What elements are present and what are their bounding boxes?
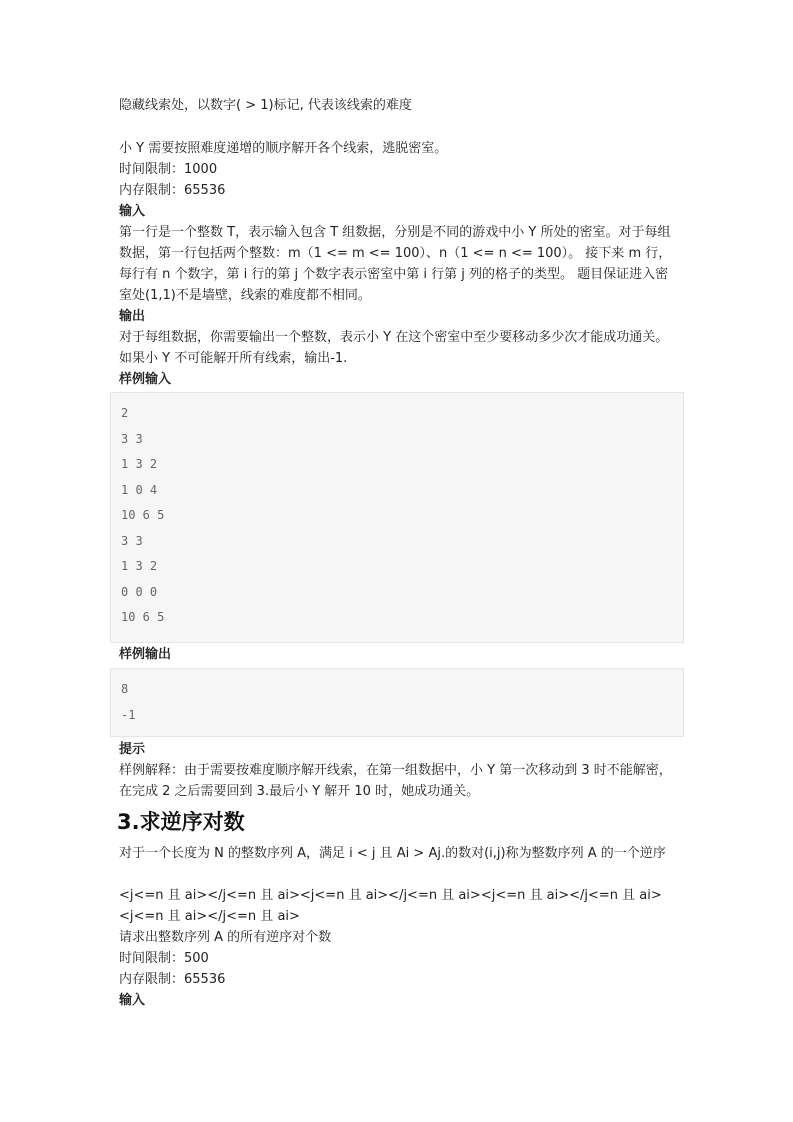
input-heading: 输入 bbox=[119, 204, 146, 219]
code-line: 0 0 0 bbox=[121, 584, 158, 599]
problem3-garbled-text: <j<=n 且 ai></j<=n 且 ai><j<=n 且 ai></j<=n 且 ai><j<=n 且 ai></j<=n 且 ai><j<=n 且 ai></j<=n 且 ai> bbox=[119, 888, 662, 924]
problem3-time-limit: 时间限制：500 bbox=[119, 951, 209, 966]
problem3-description: 对于一个长度为 N 的整数序列 A，满足 i < j 且 Ai > Aj.的数对(i,j)称为整数序列 A 的一个逆序 bbox=[119, 846, 666, 861]
problem3-input-heading: 输入 bbox=[119, 993, 146, 1008]
code-line: 2 bbox=[121, 406, 129, 420]
code-line: 3 3 bbox=[121, 533, 143, 548]
sample-output-heading: 样例输出 bbox=[119, 647, 172, 662]
section-title: 3.求逆序对数 bbox=[117, 810, 245, 834]
hidden-clue-paragraph: 隐藏线索处，以数字( > 1)标记, 代表该线索的难度 bbox=[119, 98, 412, 113]
sample-output-block bbox=[110, 668, 684, 737]
sample-input-heading: 样例输入 bbox=[119, 372, 172, 387]
output-description: 对于每组数据，你需要输出一个整数，表示小 Y 在这个密室中至少要移动多少次才能成功通关。 如果小 Y 不可能解开所有线索，输出-1. bbox=[119, 330, 669, 366]
problem3-task: 请求出整数序列 A 的所有逆序对个数 bbox=[119, 930, 332, 945]
code-line: 10 6 5 bbox=[121, 508, 165, 522]
code-line: 8 bbox=[121, 682, 129, 696]
code-line: 10 6 5 bbox=[121, 610, 165, 624]
code-line: -1 bbox=[121, 707, 136, 722]
memory-limit: 内存限制：65536 bbox=[119, 183, 226, 198]
hint-description: 样例解释：由于需要按难度顺序解开线索，在第一组数据中，小 Y 第一次移动到 3 时不能解密，在完成 2 之后需要回到 3.最后小 Y 解开 10 时，她成功通关。 bbox=[119, 763, 672, 799]
input-description: 第一行是一个整数 T，表示输入包含 T 组数据，分别是不同的游戏中小 Y 所处的密室。对于每组数据，第一行包括两个整数：m（1 <= m <= 100）、n（1 <= n <= 100）。 接下来 m 行，每行有 n 个数字，第 i 行的第 j 个数字表示密室中第 i 行第 j 列的格子的类型。 题目保证进入密室处(1,1)不是墙壁，线索的难度都不相同。 bbox=[119, 225, 672, 303]
output-heading: 输出 bbox=[119, 309, 146, 324]
code-line: 1 0 4 bbox=[121, 482, 158, 497]
problem3-memory-limit: 内存限制：65536 bbox=[119, 972, 226, 987]
code-line: 1 3 2 bbox=[121, 559, 158, 573]
hint-heading: 提示 bbox=[119, 742, 146, 757]
time-limit: 时间限制：1000 bbox=[119, 162, 218, 177]
sample-input-block bbox=[110, 392, 684, 643]
code-line: 1 3 2 bbox=[121, 457, 158, 471]
code-line: 3 3 bbox=[121, 431, 143, 446]
order-paragraph: 小 Y 需要按照难度递增的顺序解开各个线索，逃脱密室。 bbox=[119, 141, 448, 156]
